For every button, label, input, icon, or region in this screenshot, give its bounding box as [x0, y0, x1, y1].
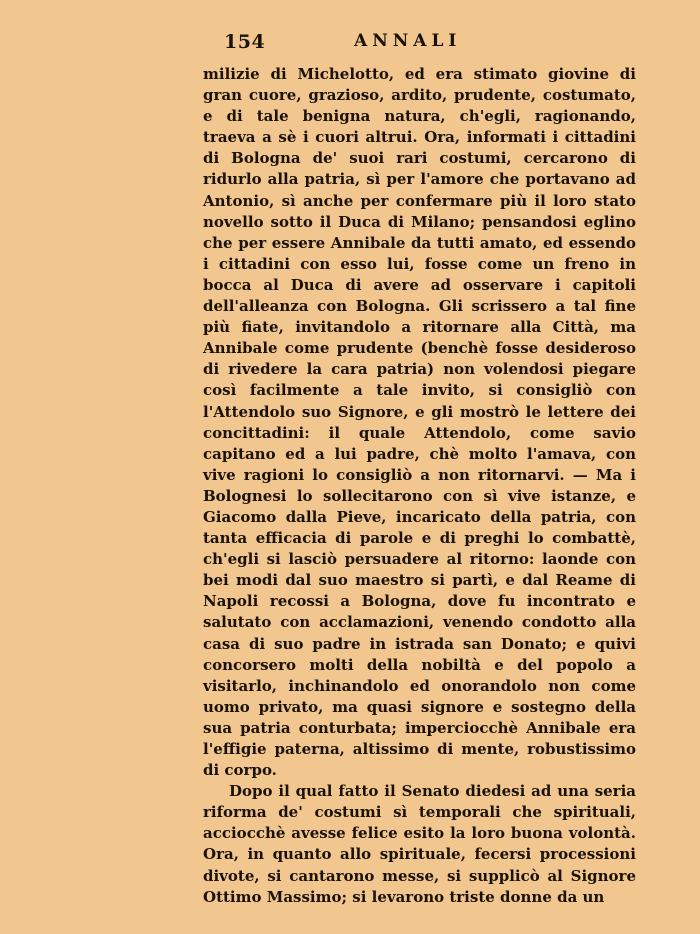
page-header — [224, 31, 474, 53]
paragraph: Dopo il qual fatto il Senato diedesi ad una seria riforma de' costumi sì temporali che spirituali, acciocchè avesse felice esito la loro buona volontà. Ora, in quanto allo spirituale, fecersi processioni divote, si cantarono messe, si supplicò al Signore Ottimo Massimo; si levarono triste donne da un — [203, 782, 636, 906]
page-number: 154 — [224, 31, 266, 53]
paragraph: milizie di Michelotto, ed era stimato giovine di gran cuore, grazioso, ardito, prudente, costumato, e di tale benigna natura, ch'egli, ragionando, traeva a sè i cuori altrui. Ora, informati i cittadini di Bologna de' suoi rari costumi, cercarono di ridurlo alla patria, sì per l'amore che portavano ad Antonio, sì anche per confermare più il loro stato novello sotto il Duca di Milano; pensandosi eglino che per essere Annibale da tutti amato, ed essendo i cittadini con esso lui, fosse come un freno in bocca al Duca di avere ad osservare i capitoli dell'alleanza con Bologna. Gli scrissero a tal fine più fiate, invitandolo a ritornare alla Città, ma Annibale come prudente (benchè fosse desideroso di rivedere la cara patria) non volendosi piegare così facilmente a tale invito, si consigliò con l'Attendolo suo Signore, e gli mostrò le lettere dei concittadini: il quale Attendolo, come savio capitano ed a lui padre, chè molto l'amava, con vive ragioni lo consigliò a non ritornarvi. — Ma i Bolognesi lo sollecitarono con sì vive istanze, e Giacomo dalla Pieve, incaricato della patria, con tanta efficacia di parole e di preghi lo combattè, ch'egli si lasciò persuadere al ritorno: laonde con bei modi dal suo maestro si partì, e dal Reame di Napoli recossi a Bologna, dove fu incontrato e salutato con acclamazioni, venendo condotto alla casa di suo padre in istrada san Donato; e quivi concorsero molti della nobiltà e del popolo a visitarlo, inchinandolo ed onorandolo non come uomo privato, ma quasi signore e sostegno della sua patria conturbata; imperciocchè Annibale era l'effigie paterna, altissimo di mente, robustissimo di corpo. — [203, 65, 636, 780]
body-text — [203, 64, 636, 908]
running-title: ANNALI — [354, 31, 462, 51]
